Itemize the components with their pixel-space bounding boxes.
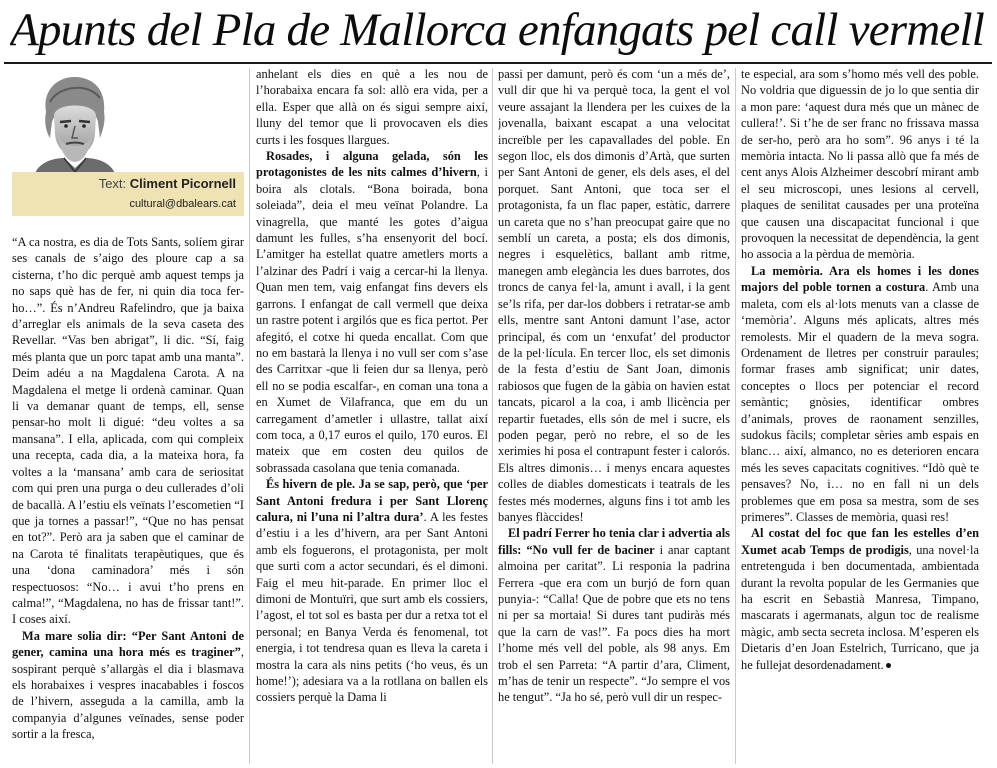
paragraph-body: . Amb una maleta, com els al·lots menuts van a classe de ‘memòria’. Alguns més aplicats, altres més remolests. Mir el quadern de la meva sogra. Ordenament de lletres per construir paraules; formar frases amb significat; unir dates, conceptes o llocs per potenciar el record semàntic; gnòsies, identificar ombres d’animals, proves de raonament senzilles, sudokus fàcils; completar sèries amb espais en blanc… així, almanco, no es deterioren encara més les seves capacitats cognitives. “Idò què te pensaves? No, i… no en fall ni un dels problemes que em posa sa mestra, som de ses primeres”. Classes de memòria, quasi res! bbox=[741, 280, 979, 524]
author-band bbox=[12, 172, 244, 216]
paragraph-body: . A les festes d’estiu i a les d’hivern, ara per Sant Antoni amb els foguerons, el protagonista, per molt que surti com a actor secundari, és el dimoni. Faig el meu hit-parade. En primer lloc el dimoni de Montuïri, que surt amb els cossiers, l’agost, el tot sol es basta per dur a retxa tot el personal; en Banya Verda és fenomenal, tot energia, i tot tendresa quan es lleva la careta i mostra la cara als nins petits (‘ho veus, és un home!’); adesiara va a la rotllana on ballen els cossiers perquè la Dama li bbox=[256, 509, 488, 705]
author-photo bbox=[28, 72, 118, 176]
headline-rule bbox=[4, 62, 992, 64]
article-column-1 bbox=[12, 66, 244, 766]
paragraph-lead: Ma mare solia dir: “Per Sant Antoni de gener, camina una hora més es traginer” bbox=[12, 628, 244, 660]
paragraph-lead: El padrí Ferrer ho tenia clar i advertia als fills: “No vull fer de baciner bbox=[498, 526, 730, 557]
paragraph bbox=[498, 66, 730, 525]
paragraph bbox=[256, 66, 488, 148]
paragraph bbox=[741, 525, 979, 673]
column-divider bbox=[735, 68, 736, 764]
paragraph-lead: Al costat del foc que fan les estelles d’en Xumet acab Temps de prodigis bbox=[741, 526, 979, 557]
paragraph-body: , i boira als clotals. “Bona boirada, bona soleiada”, deia el meu veïnat Polandre. La vinagrella, que manté les gotes d’aigua damunt les fulles, s’ha ensenyorit del bocí. L’amitger ha estellat quatre ametlers morts a l’alzinar des Padrí i vaig a cercar-hi la llenya. Quan men tem, vaig enfangat fins devers els garrons. I enfangat de call vermell que deixa un rastre potent i argilós que es fica pertot. Per afegitó, el cotxe hi queda encallat. Com que no em bastarà la llenya i no vull ser com s’ase des Carritxar -que li feien dur sa llenya, però ell no se podia escalfar-, en coman una tona a en Xumet de Vilafranca, que em du un carregament d’ametler i ullastre, tallat així com toca, a 0,17 euros el quilo, 170 euros. El mateix que em costen deu quilos de sobrassada casolana que tenia comanada. bbox=[256, 165, 488, 475]
article-column-3 bbox=[498, 66, 730, 766]
paragraph-body: , sospirant perquè s’allargàs el dia i blasmava els horabaixes i vespres inacabables i foscos de l’hivern, asseguda a la camilla, amb la companyia d’algunes veïnades, sense poder sortir a la fresca, bbox=[12, 645, 244, 742]
author-label: Text: bbox=[98, 176, 127, 191]
author-name: Climent Picornell bbox=[129, 176, 236, 191]
paragraph-lead: Rosades, i alguna gelada, són les protagonistes de les nits calmes d’hivern bbox=[256, 149, 488, 180]
column-divider bbox=[492, 68, 493, 764]
article-column-2 bbox=[256, 66, 488, 766]
author-byline bbox=[99, 176, 236, 192]
paragraph bbox=[256, 476, 488, 706]
paragraph bbox=[12, 234, 244, 628]
paragraph bbox=[12, 628, 244, 743]
paragraph-body: i anar captant almoina per caritat”. Li responia la padrina Ferrera -que era com un burjó de forn quan punyia-: “Calla! Que de pobre que ets no tens ni per sa mortaia! Si dures tant pudiràs més que la carn de vas!”. Fa pocs dies ha mort l’home més vell del poble, als 98 anys. Em trob el sen Parreta: “A partir d’ara, Climent, m’has de tenir un respecte”. “Jo sempre el vos he tengut”. “Ja ho sé, però vull dir un respec- bbox=[498, 542, 730, 705]
end-mark bbox=[886, 663, 891, 668]
paragraph bbox=[498, 525, 730, 705]
author-block bbox=[12, 66, 244, 230]
paragraph bbox=[741, 66, 979, 263]
paragraph-lead: És hivern de ple. Ja se sap, però, que ‘per Sant Antoni fredura i per Sant Llorenç calura, ni l’una ni l’altra dura’ bbox=[256, 477, 488, 524]
paragraph-lead: La memòria. Ara els homes i les dones majors del poble tornen a costura bbox=[741, 263, 979, 295]
paragraph-body: te especial, ara som s’homo més vell des poble. No voldria que diguessin de jo lo que sentia dir a mon pare: ‘aquest dura més que un mànec de cullera!’. Si t’he de ser franc no frissava massa de ser-ho, però ara ho som”. 96 anys i té la memòria intacta. No li passa allò que fa més de cent anys Alois Alzheimer descobrí mirant amb el seu microscopi, unes lesions al cervell, plaques de senilitat causades per una proteïna que causen una discapacitat funcional i que provoquen la necessitat de dependència, la gent ho associa a la pèrdua de memòria. bbox=[741, 67, 979, 262]
author-email: cultural@dbalears.cat bbox=[129, 198, 236, 210]
paragraph bbox=[741, 263, 979, 526]
column-divider bbox=[249, 68, 250, 764]
paragraph-body: passi per damunt, però és com ‘un a més de’, vull dir que hi va perquè toca, la gent el vol veure assajant la llendera per les cuixes de la jovenalla, baixant escapat a una velocitat increïble per les capavallades del poble. En segon lloc, els dos dimonis d’Artà, que surten per Sant Antoni de gener, els dels ases, el del porquet. Sant Antoni, que toca ser el protagonista, fa un flac paper, estàtic, darrere un careta que no s’han preocupat gaire que no semblí un careta, a posta; els dos dimonis, negres i esquelètics, ballant amb ritme, manegen amb elegància les dues barrotes, dos troncs de canya fel·la, amunt i avall, i la gent se’ls rifa, per dar-los dobbers i retratar-se amb ells, mentre sant Antoni damunt l’ase, actor principal, és com un ‘enxufat’ del productor de la pel·lícula. En tercer lloc, els set dimonis de la festa d’estiu de Sant Joan, dimonis rabiosos que fugen de la gàbia on havien estat tancats, picarol a la coa, i amb llicència per repartir fuetades, ells són de mel i sucre, els poden pegar, però no rebre, el so de les xerimies hi posa el contrapunt fester i calorós. Els altres dimonis… i menys encara aquestes colles de diables domesticats i teatrals de les festes més modernes, alguns fins i tot amb les banyes flàccides! bbox=[498, 67, 730, 524]
paragraph-body: “A ca nostra, es dia de Tots Sants, solíem girar ses canals de s’aigo des ploure cap a sa cisterna, t’ho dic perquè amb aquest temps ja no saps què has de fer, ni quin dia toca fer-ho…”. És n’Andreu Rafelindro, que ja baixa d’arreglar els animals de la seva caseta des Revellar. “Vas ben abrigat”, li dic. “Sí, faig més planta que un porc tapat amb una manta”. Deim adéu a na Magdalena Carota. A na Magdalena el metge li ordenà caminar. Quan li va demanar quant de temps, ell, sense pensar-ho molt li digué: “deu voltes a sa mansana”. I ella, aplicada, com qui compleix una recepta, cada dia, a la mateixa hora, fa voltes a la ‘mansana’ amb cara de seriositat com qui pren una purga o deu cullerades d’oli de bacallà. A l’estiu els veïnats l’escometien “I que ja tornes a passar!”, “Que no has pensat en tot?”. Però ara ja saben que el caminar de na Carota té finalitats terapèutiques, que és una ‘dona caminadora’ més i són respectuosos: “No… i avui t’ho prens en calma!”, “Magdalena, no has de frissar tant!”. I coses així. bbox=[12, 235, 244, 627]
headline: Apunts del Pla de Mallorca enfangats pel call vermell bbox=[10, 4, 984, 56]
paragraph-body: anhelant els dies en què a les nou de l’horabaixa encara fa sol: allò era vida, per a ella. Esper que allà on és sigui sempre així, lluny del temor que li provocaven els dies curts i les fosques llargues. bbox=[256, 67, 488, 147]
paragraph bbox=[256, 148, 488, 476]
paragraph-body: , una novel·la entretenguda i ben documentada, ambientada durant la revolta popular de les Germanies que ha escrit en Sebastià Manresa, Timpano, mascarats i agermanats, algun toc de realisme màgic, amb secta secreta inclosa. M’esperen els Dietaris d’en Joan Estelrich, Turricano, que ja he fullejat desordenadament. bbox=[741, 542, 979, 672]
article-column-4 bbox=[741, 66, 979, 766]
